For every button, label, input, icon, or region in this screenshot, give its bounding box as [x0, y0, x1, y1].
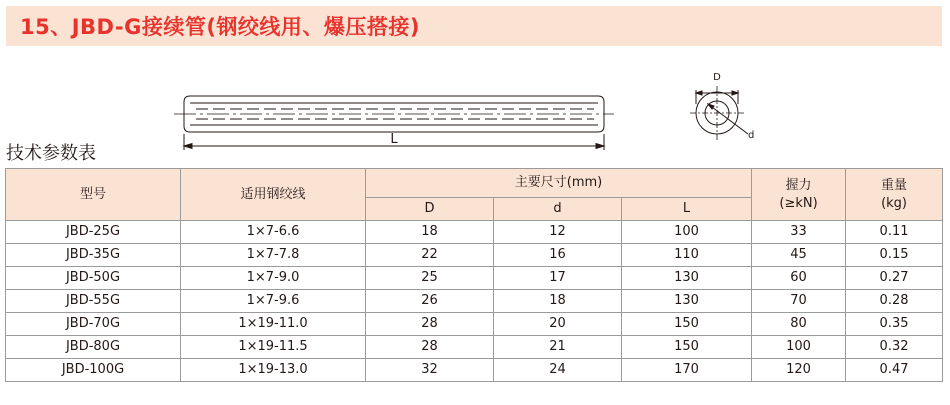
cell-strand: 1×7-7.8: [181, 244, 366, 267]
table-row: [6, 290, 943, 313]
cell-grip-force: 45: [752, 244, 846, 267]
cell-inner-diameter: 12: [494, 221, 622, 244]
cell-outer-diameter: 26: [366, 290, 494, 313]
header-weight: [846, 169, 943, 221]
header-grip-line2: (≥kN): [779, 195, 818, 211]
cell-weight: 0.27: [846, 267, 943, 290]
header-weight-line1: 重量: [881, 177, 908, 193]
cell-outer-diameter: 25: [366, 267, 494, 290]
table-row: [6, 267, 943, 290]
cell-outer-diameter: 28: [366, 313, 494, 336]
dim-d-arrow-inner: [708, 104, 714, 109]
inner-diameter-label: d: [748, 130, 755, 141]
cell-grip-force: 120: [752, 359, 846, 382]
cell-strand: 1×19-11.0: [181, 313, 366, 336]
cell-inner-diameter: 20: [494, 313, 622, 336]
header-model: 型号: [6, 169, 181, 221]
dim-arrow-right: [596, 144, 604, 149]
cell-length: 150: [622, 313, 752, 336]
cell-length: 100: [622, 221, 752, 244]
cell-model: JBD-35G: [6, 244, 181, 267]
cell-length: 150: [622, 336, 752, 359]
cell-model: JBD-50G: [6, 267, 181, 290]
cell-model: JBD-55G: [6, 290, 181, 313]
table-row: [6, 244, 943, 267]
dim-D-arrow-left: [696, 91, 702, 95]
cell-length: 170: [622, 359, 752, 382]
cell-grip-force: 100: [752, 336, 846, 359]
cell-outer-diameter: 28: [366, 336, 494, 359]
cell-grip-force: 33: [752, 221, 846, 244]
cell-length: 110: [622, 244, 752, 267]
cell-weight: 0.47: [846, 359, 943, 382]
cell-outer-diameter: 18: [366, 221, 494, 244]
dim-D-arrow-right: [732, 91, 738, 95]
cell-outer-diameter: 22: [366, 244, 494, 267]
header-grip-line1: 握力: [785, 177, 812, 193]
section-heading: 技术参数表: [6, 143, 96, 164]
cell-grip-force: 70: [752, 290, 846, 313]
length-label: L: [390, 132, 398, 147]
cell-weight: 0.32: [846, 336, 943, 359]
cell-strand: 1×7-6.6: [181, 221, 366, 244]
cell-model: JBD-80G: [6, 336, 181, 359]
table-row: [6, 221, 943, 244]
cell-inner-diameter: 17: [494, 267, 622, 290]
header-dim-L: L: [622, 198, 752, 221]
cell-inner-diameter: 16: [494, 244, 622, 267]
cell-inner-diameter: 18: [494, 290, 622, 313]
header-dimensions: 主要尺寸(mm): [366, 169, 752, 198]
cell-weight: 0.15: [846, 244, 943, 267]
cell-grip-force: 60: [752, 267, 846, 290]
table-body: [6, 221, 943, 382]
cell-strand: 1×19-11.5: [181, 336, 366, 359]
cell-model: JBD-25G: [6, 221, 181, 244]
header-grip: [752, 169, 846, 221]
header-strand: 适用钢绞线: [181, 169, 366, 221]
cell-strand: 1×7-9.0: [181, 267, 366, 290]
page-title: 15、JBD-G接续管(钢绞线用、爆压搭接): [20, 15, 421, 39]
table-row: [6, 336, 943, 359]
cell-weight: 0.35: [846, 313, 943, 336]
cell-model: JBD-100G: [6, 359, 181, 382]
table-header: [6, 169, 943, 221]
dim-arrow-left: [184, 144, 192, 149]
header-dim-D: D: [366, 198, 494, 221]
header-dim-d: d: [494, 198, 622, 221]
cell-strand: 1×19-13.0: [181, 359, 366, 382]
cell-inner-diameter: 24: [494, 359, 622, 382]
cell-strand: 1×7-9.6: [181, 290, 366, 313]
sleeve-end-view: [690, 86, 748, 140]
cell-length: 130: [622, 290, 752, 313]
cell-outer-diameter: 32: [366, 359, 494, 382]
cell-inner-diameter: 21: [494, 336, 622, 359]
cell-model: JBD-70G: [6, 313, 181, 336]
table-row: [6, 359, 943, 382]
spec-table: [5, 168, 943, 382]
cell-weight: 0.28: [846, 290, 943, 313]
cell-length: 130: [622, 267, 752, 290]
technical-drawing: [0, 0, 950, 170]
header-weight-line2: (kg): [881, 195, 907, 211]
outer-diameter-label: D: [713, 72, 721, 83]
cell-grip-force: 80: [752, 313, 846, 336]
cell-weight: 0.11: [846, 221, 943, 244]
table-row: [6, 313, 943, 336]
